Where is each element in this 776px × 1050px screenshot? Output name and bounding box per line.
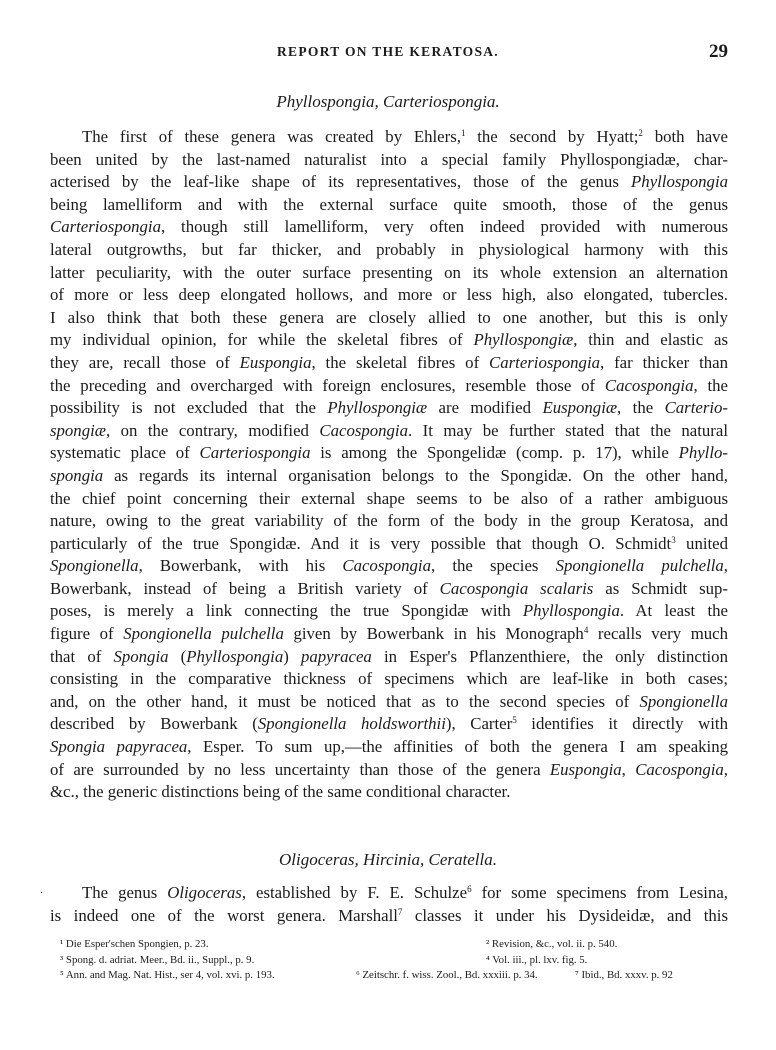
text-run: . It may be further stated that the natural bbox=[407, 420, 729, 440]
margin-mark: · bbox=[40, 888, 44, 899]
text-run: figure of bbox=[50, 624, 124, 644]
text-run: possibility is not excluded that the bbox=[50, 398, 328, 418]
text-line bbox=[50, 284, 728, 307]
text-run: consisting in the comparative thickness of specimens which are leaf-like in both cases; bbox=[50, 669, 728, 689]
text-run: poses, is merely a link connecting the true Spongidæ with bbox=[50, 601, 523, 621]
text-run: recalls very much bbox=[588, 624, 728, 644]
text-line bbox=[50, 307, 728, 330]
text-line bbox=[50, 375, 728, 398]
footnote-row bbox=[60, 968, 730, 984]
italic-term: Euspongiæ bbox=[542, 398, 618, 418]
text-run: The genus bbox=[82, 883, 168, 902]
text-line bbox=[50, 691, 728, 714]
text-line bbox=[50, 759, 728, 782]
footnote-row bbox=[60, 937, 730, 953]
text-run: as Schmidt sup- bbox=[593, 578, 728, 598]
text-run: , the bbox=[617, 398, 665, 418]
text-run: the chief point concerning their external shape seems to be also of a rather ambiguous bbox=[50, 488, 728, 508]
text-run: , though still lamelliform, very often indeed provided with numerous bbox=[160, 217, 728, 237]
text-run: lateral outgrowths, but far thicker, and probably in physiological harmony with this bbox=[50, 239, 728, 259]
footnote-ref: 6 bbox=[467, 884, 472, 894]
text-line bbox=[50, 216, 728, 239]
text-run: ) bbox=[283, 646, 301, 666]
footnote-6: ⁶ Zeitschr. f. wiss. Zool., Bd. xxxiii. p. 34. bbox=[356, 969, 538, 982]
text-run: systematic place of bbox=[50, 443, 200, 463]
text-line bbox=[50, 420, 728, 443]
italic-term: Spongionella bbox=[50, 556, 139, 576]
text-run: , Bowerbank, with his bbox=[138, 556, 343, 576]
text-run: , thin and elastic as bbox=[573, 330, 728, 350]
footnote-3: ³ Spong. d. adriat. Meer., Bd. ii., Suppl., p. 9. bbox=[60, 953, 255, 966]
italic-term: Cacospongia bbox=[604, 375, 694, 395]
text-run: my individual opinion, for while the skeletal fibres of bbox=[50, 330, 474, 350]
text-run: , far thicker than bbox=[600, 352, 728, 372]
footnote-2: ² Revision, &c., vol. ii. p. 540. bbox=[486, 938, 618, 950]
text-run: , the species bbox=[430, 556, 556, 576]
text-run: been united by the last-named naturalist into a special family Phyllospongiadæ, char- bbox=[50, 149, 728, 169]
text-run: is indeed one of the worst genera. Marshall bbox=[50, 905, 398, 925]
text-run: and, on the other hand, it must be noticed that as to the second species of bbox=[50, 691, 640, 711]
text-run: , the bbox=[693, 375, 728, 395]
text-line bbox=[50, 397, 728, 420]
italic-term: Spongionella pulchella bbox=[123, 624, 284, 644]
text-line bbox=[50, 713, 728, 736]
text-run: , bbox=[621, 759, 636, 779]
italic-term: Spongionella bbox=[639, 691, 728, 711]
text-line bbox=[50, 149, 728, 172]
text-run: classes it under his Dysideidæ, and this bbox=[402, 905, 728, 925]
text-run: ( bbox=[168, 646, 187, 666]
text-line bbox=[50, 533, 728, 556]
italic-term: Spongionella pulchella bbox=[555, 556, 724, 576]
text-line bbox=[50, 555, 728, 578]
text-run: Bowerbank, instead of being a British variety of bbox=[50, 578, 440, 598]
text-run: is among the Spongelidæ (comp. p. 17), while bbox=[310, 443, 679, 463]
text-run: , Esper. To sum up,—the affinities of both the genera I am speaking bbox=[187, 737, 728, 757]
text-run: , established by F. E. Schulze bbox=[241, 883, 468, 902]
section-title-oligoceras: Oligoceras, Hircinia, Ceratella. bbox=[279, 850, 497, 869]
running-title: REPORT ON THE KERATOSA. bbox=[277, 44, 499, 59]
text-run: for some specimens from Lesina, bbox=[471, 883, 728, 902]
italic-term: Cacospongia scalaris bbox=[439, 578, 594, 598]
text-line bbox=[50, 600, 728, 623]
italic-term: Cacospongia bbox=[635, 759, 724, 779]
text-line bbox=[50, 194, 728, 217]
footnote-row bbox=[60, 953, 730, 969]
text-run: united bbox=[675, 533, 729, 553]
text-line bbox=[50, 736, 728, 759]
page-header bbox=[48, 41, 728, 66]
text-run: identifies it directly with bbox=[516, 714, 728, 734]
italic-term: Phyllospongiæ bbox=[473, 330, 574, 350]
text-run: particularly of the true Spongidæ. And it is very possible that though O. Schmidt bbox=[50, 533, 672, 553]
text-run: . At least the bbox=[619, 601, 729, 621]
italic-term: Carteriospongia bbox=[199, 443, 311, 463]
footnote-1: ¹ Die Esper'schen Spongien, p. 23. bbox=[60, 938, 209, 950]
text-line bbox=[50, 488, 728, 511]
text-run: I also think that both these genera are closely allied to one another, but this is only bbox=[50, 307, 728, 327]
text-run: , bbox=[723, 556, 728, 576]
text-line bbox=[50, 262, 728, 285]
italic-term: Cacospongia bbox=[319, 420, 408, 440]
text-run: the preceding and overcharged with foreign enclosures, resemble those of bbox=[50, 375, 605, 395]
footnote-5: ⁵ Ann. and Mag. Nat. Hist., ser 4, vol. xvi. p. 193. bbox=[60, 969, 275, 982]
text-run: are modified bbox=[427, 398, 543, 418]
italic-term: Carteriospongia bbox=[489, 352, 601, 372]
italic-term: Oligoceras bbox=[167, 883, 242, 902]
italic-term: Carterio- bbox=[664, 398, 728, 418]
italic-term: spongia bbox=[50, 465, 104, 485]
italic-term: Phyllospongiæ bbox=[327, 398, 428, 418]
italic-term: Spongia papyracea bbox=[50, 737, 188, 757]
italic-term: Spongionella holdsworthii bbox=[257, 714, 446, 734]
text-line bbox=[50, 442, 728, 465]
italic-term: Carteriospongia bbox=[50, 217, 161, 237]
italic-term: spongiæ bbox=[50, 420, 106, 440]
italic-term: Cacospongia bbox=[342, 556, 431, 576]
footnote-4: ⁴ Vol. iii., pl. lxv. fig. 5. bbox=[486, 953, 588, 966]
footnote-ref: 5 bbox=[512, 715, 517, 726]
italic-term: Phyllo- bbox=[678, 443, 728, 463]
text-run: being lamelliform and with the external surface quite smooth, those of the genus bbox=[50, 194, 728, 214]
text-run: &c., the generic distinctions being of the same conditional character. bbox=[50, 782, 511, 802]
footnote-ref: 2 bbox=[638, 128, 643, 138]
italic-term: Phyllospongia bbox=[522, 601, 620, 621]
text-run: described by Bowerbank ( bbox=[50, 714, 258, 734]
text-line bbox=[50, 510, 728, 533]
text-run: of more or less deep elongated hollows, and more or less high, also elongated, tubercles. bbox=[50, 285, 728, 305]
italic-term: Euspongia bbox=[239, 352, 312, 372]
text-run: nature, owing to the great variability of the form of the body in the group Keratosa, and bbox=[50, 511, 728, 531]
text-run: both have bbox=[642, 127, 729, 146]
page-number: 29 bbox=[709, 41, 728, 62]
text-run: acterised by the leaf-like shape of its representatives, those of the genus bbox=[50, 172, 632, 192]
footnote-ref: 3 bbox=[671, 534, 676, 545]
text-run: that of bbox=[50, 646, 114, 666]
section-title-phyllospongia: Phyllospongia, Carteriospongia. bbox=[276, 92, 500, 111]
text-line bbox=[50, 882, 728, 905]
footnote-7: ⁷ Ibid., Bd. xxxv. p. 92 bbox=[575, 969, 673, 982]
paragraph-phyllospongia bbox=[50, 126, 728, 804]
footnotes bbox=[60, 937, 730, 984]
text-run: given by Bowerbank in his Monograph bbox=[283, 624, 584, 644]
text-run: of are surrounded by no less uncertainty than those of the genera bbox=[50, 759, 550, 779]
text-line bbox=[50, 578, 728, 601]
text-line bbox=[50, 126, 728, 149]
text-run: in Esper's Pflanzenthiere, the only distinction bbox=[371, 646, 728, 666]
text-run: the second by Hyatt; bbox=[465, 127, 639, 146]
text-run: The first of these genera was created by Ehlers, bbox=[82, 127, 461, 146]
text-line bbox=[50, 623, 728, 646]
text-line bbox=[50, 781, 728, 804]
italic-term: Euspongia bbox=[549, 759, 622, 779]
text-line bbox=[50, 171, 728, 194]
footnote-ref: 4 bbox=[583, 625, 589, 636]
text-run: latter peculiarity, with the outer surface presenting on its whole extension an alternation bbox=[50, 262, 728, 282]
italic-term: papyracea bbox=[300, 646, 372, 666]
text-run: as regards its internal organisation belongs to the Spongidæ. On the other hand, bbox=[103, 465, 728, 485]
text-line bbox=[50, 465, 728, 488]
italic-term: Phyllospongia bbox=[186, 646, 284, 666]
footnote-ref: 1 bbox=[460, 128, 466, 138]
italic-term: Spongia bbox=[113, 646, 169, 666]
text-line bbox=[50, 905, 728, 928]
text-run: they are, recall those of bbox=[50, 352, 240, 372]
text-line bbox=[50, 668, 728, 691]
text-run: , the skeletal fibres of bbox=[311, 352, 490, 372]
italic-term: Phyllospongia bbox=[631, 172, 728, 192]
text-run: , bbox=[723, 759, 728, 779]
paragraph-oligoceras bbox=[50, 882, 728, 927]
text-line bbox=[50, 352, 728, 375]
text-run: ), Carter bbox=[445, 714, 513, 734]
text-line bbox=[50, 239, 728, 262]
text-line bbox=[50, 646, 728, 669]
text-run: , on the contrary, modified bbox=[105, 420, 320, 440]
text-line bbox=[50, 329, 728, 352]
footnote-ref: 7 bbox=[397, 906, 403, 917]
